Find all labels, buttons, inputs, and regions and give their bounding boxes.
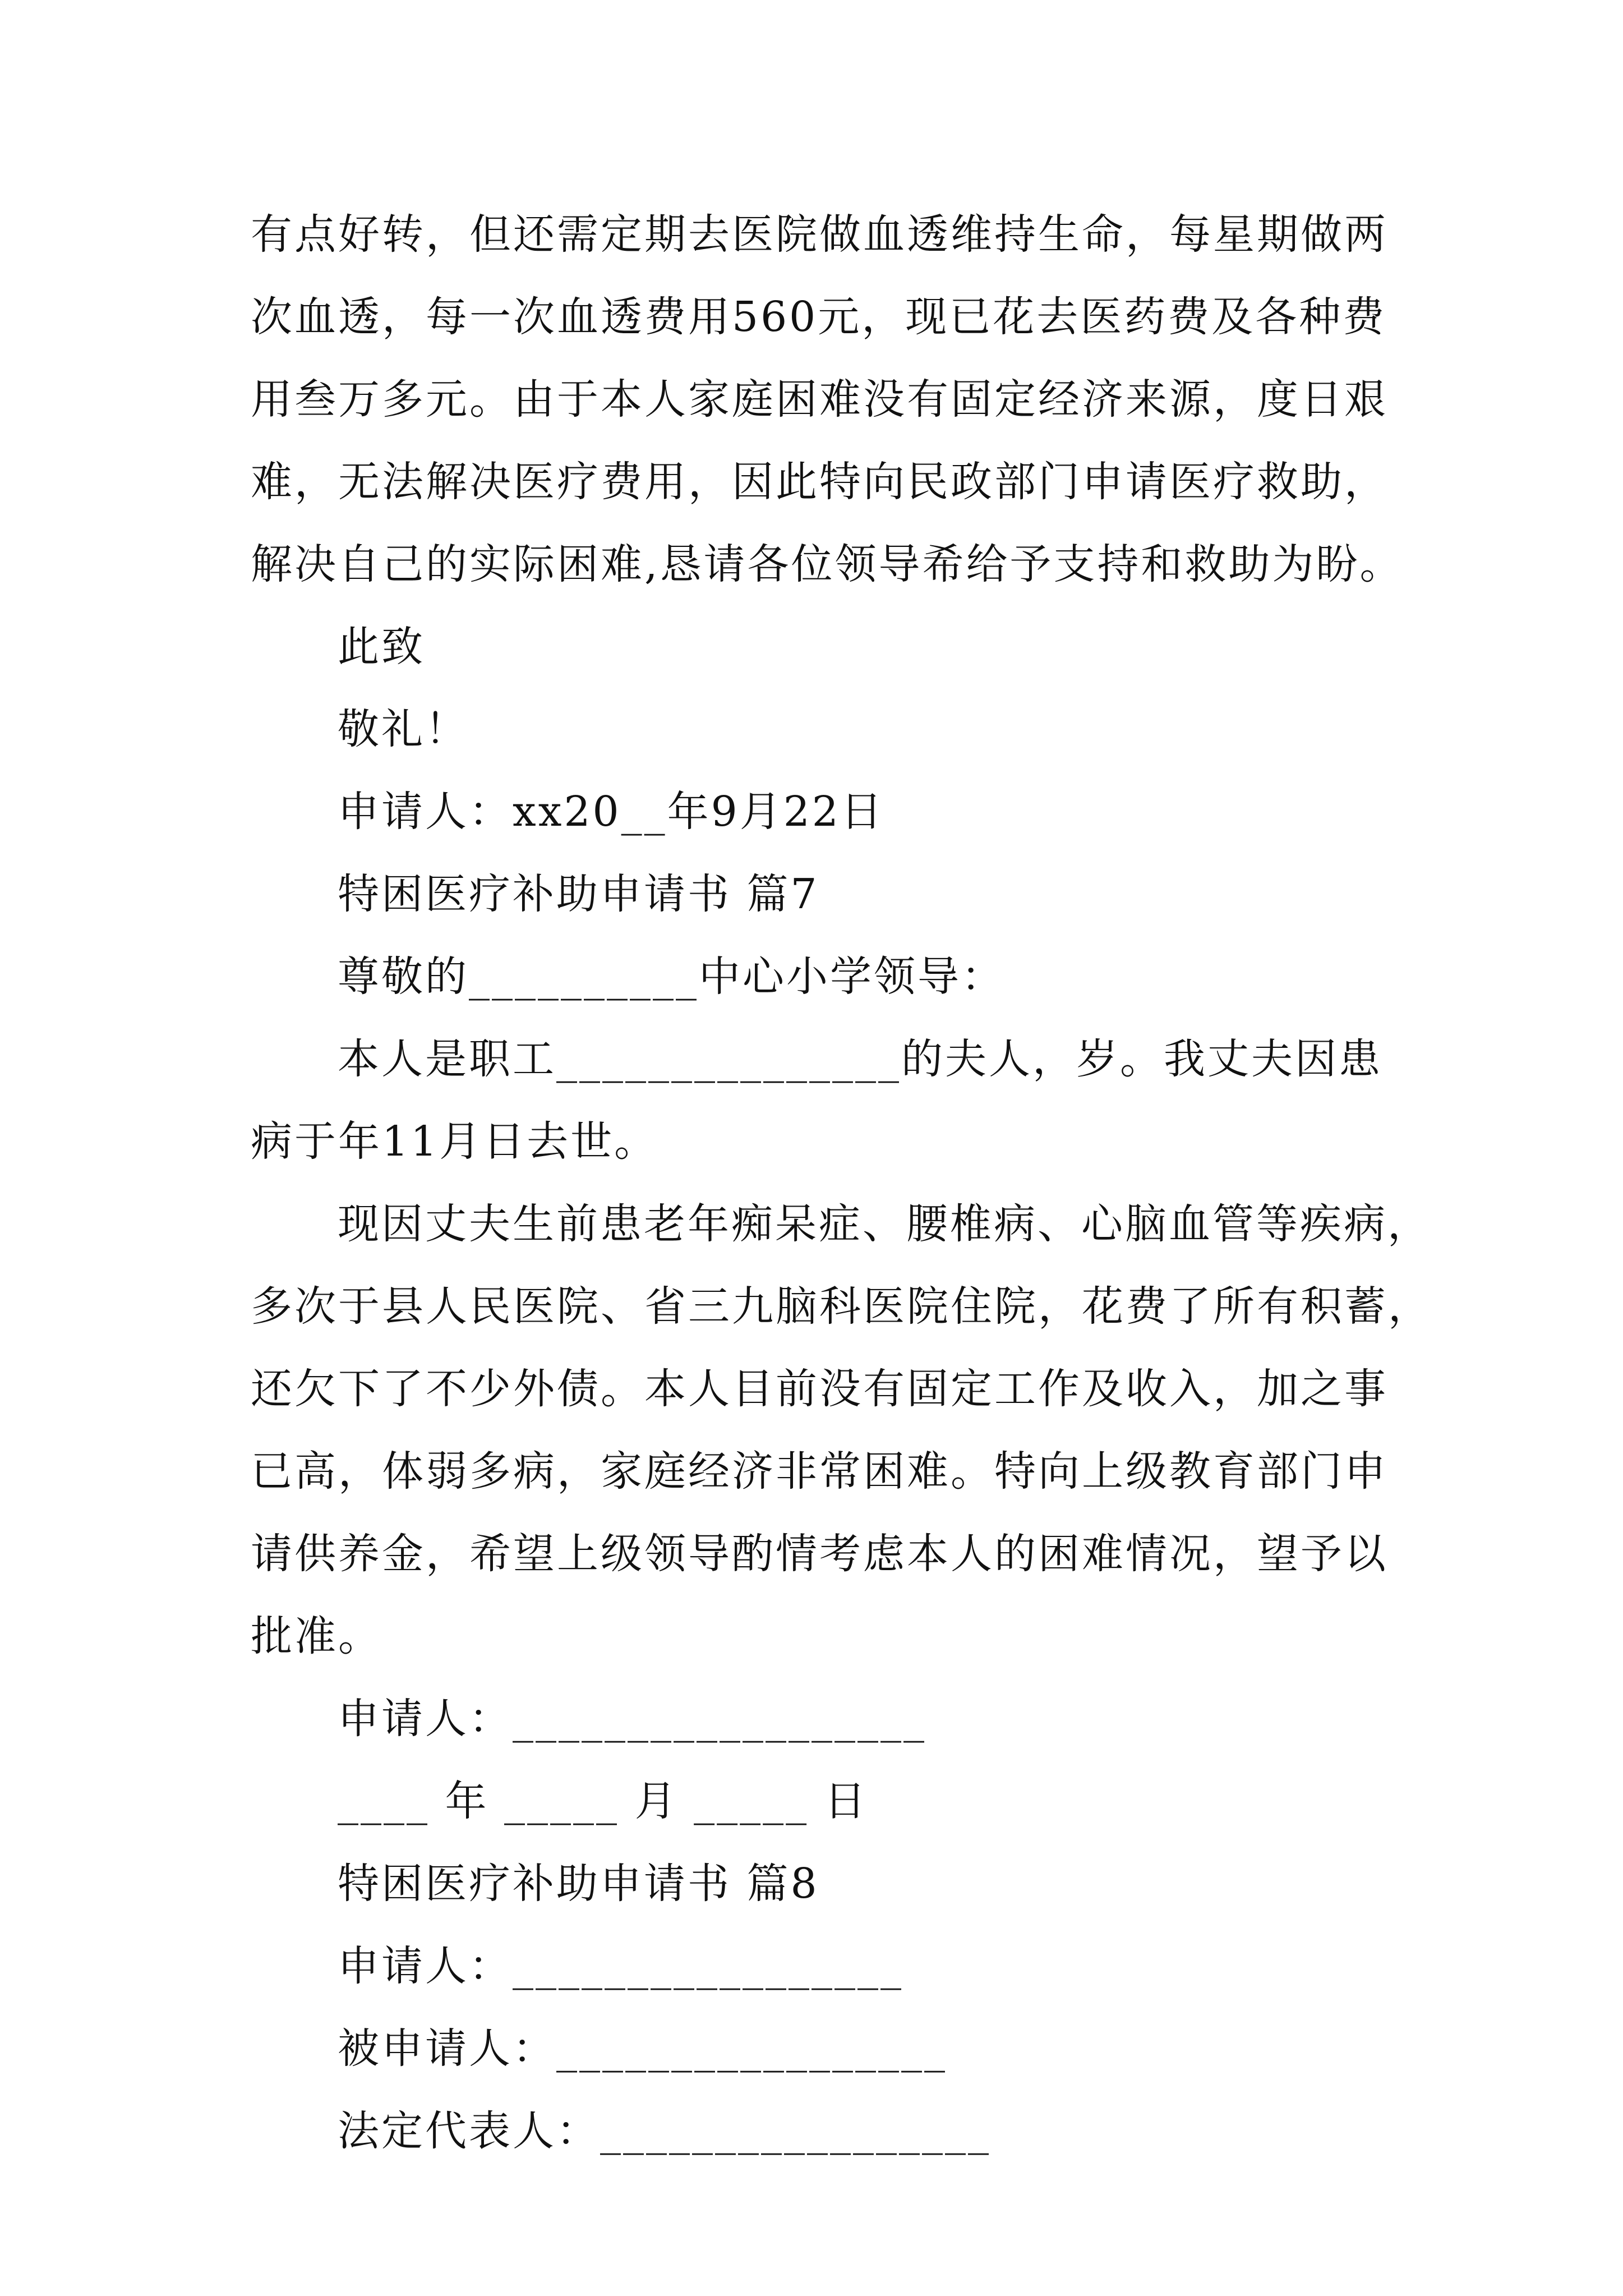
salutation: 敬礼！ <box>338 705 469 753</box>
date-field: ____ 年 _____ 月 _____ 日 <box>338 1777 868 1825</box>
paragraph-line: 次血透，每一次血透费用560元，现已花去医药费及各种费 <box>251 293 1387 341</box>
paragraph-line: 批准。 <box>251 1612 382 1660</box>
applicant-field: 申请人：_________________ <box>338 1942 903 1990</box>
section-heading: 特困医疗补助申请书 篇8 <box>338 1860 819 1908</box>
letter-greeting: 尊敬的__________中心小学领导： <box>338 953 1005 1001</box>
legal-representative-field: 法定代表人：_________________ <box>338 2107 991 2155</box>
paragraph-line: 有点好转，但还需定期去医院做血透维持生命，每星期做两 <box>251 210 1388 259</box>
closing-phrase: 此致 <box>338 623 425 671</box>
paragraph-line: 请供养金，希望上级领导酌情考虑本人的困难情况，望予以 <box>251 1530 1388 1578</box>
paragraph-line: 本人是职工_______________的夫人，岁。我丈夫因患 <box>338 1035 1382 1083</box>
paragraph-line: 难，无法解决医疗费用，因此特向民政部门申请医疗救助， <box>251 458 1388 506</box>
applicant-signature-date: 申请人：xx20__年9月22日 <box>338 788 884 836</box>
paragraph-line: 用叁万多元。由于本人家庭困难没有固定经济来源，度日艰 <box>251 375 1388 424</box>
paragraph-line: 多次于县人民医院、省三九脑科医院住院，花费了所有积蓄， <box>251 1282 1432 1331</box>
paragraph-line: 已高，体弱多病，家庭经济非常困难。特向上级教育部门申 <box>251 1447 1388 1496</box>
paragraph-line: 现因丈夫生前患老年痴呆症、腰椎病、心脑血管等疾病， <box>338 1200 1431 1248</box>
applicant-field: 申请人：__________________ <box>338 1695 926 1743</box>
paragraph-line: 解决自己的实际困难,恳请各位领导希给予支持和救助为盼。 <box>251 540 1404 588</box>
section-heading: 特困医疗补助申请书 篇7 <box>338 870 819 918</box>
paragraph-line: 病于年11月日去世。 <box>251 1117 658 1166</box>
paragraph-line: 还欠下了不少外债。本人目前没有固定工作及收入，加之事 <box>251 1365 1388 1413</box>
respondent-field: 被申请人：_________________ <box>338 2024 947 2073</box>
